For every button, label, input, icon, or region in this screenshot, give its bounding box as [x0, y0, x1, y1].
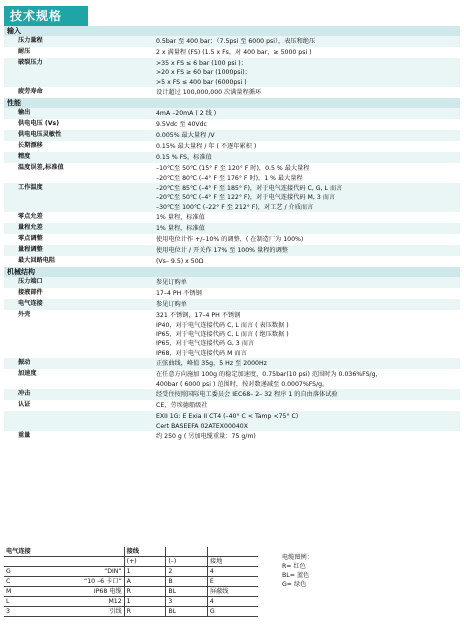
wiring-row	[4, 567, 258, 577]
spec-value-line: CE，劳埃德船级社	[156, 402, 208, 410]
wiring-cell: G	[4, 567, 71, 577]
wiring-cell: BL	[166, 587, 208, 597]
wiring-cell	[4, 557, 71, 567]
wiring-cell: G	[207, 607, 258, 617]
spec-value	[154, 400, 460, 411]
spec-label: 加速度	[18, 370, 37, 378]
spec-value	[154, 389, 460, 400]
spec-label: 长期漂移	[18, 142, 43, 150]
wiring-cell: “DIN”	[71, 567, 124, 577]
wiring-cell: 接线	[124, 547, 166, 557]
spec-label: 零点允差	[18, 213, 43, 221]
spec-value	[154, 163, 460, 183]
wiring-row	[4, 607, 258, 617]
spec-value-line: 使用电位计作 +/–10% 的调整，( 在制造厂为 100%)	[156, 236, 304, 244]
cable-legend	[282, 553, 313, 589]
spec-value-line: 参见订购单	[156, 279, 187, 287]
wiring-cell: (+)	[124, 557, 166, 567]
wiring-cell: E	[207, 577, 258, 587]
spec-row	[4, 431, 460, 442]
spec-value-line: IP65，对于电气连接代码 G, 3 而言	[156, 340, 255, 348]
spec-value-line: IP68，对于电气连接代码 M 而言	[156, 349, 247, 357]
spec-value-line: IP65，对于电气连接代码 C, L 而言 ( 绝压数据 )	[156, 331, 289, 339]
legend-item: G= 绿色	[282, 581, 307, 588]
spec-label: 压力量程	[18, 37, 43, 44]
wiring-row	[4, 587, 258, 597]
wiring-cell: R	[124, 607, 166, 617]
spec-label: 温度误差,标准值	[18, 164, 64, 172]
spec-value-line: –10℃至 50℃ (15° F 至 120° F 时)，0.5 % 最大量程	[156, 165, 310, 173]
wiring-cell: R	[124, 587, 166, 597]
spec-value-line: –30℃至 100℃ (–22° F 至 212° F)，对工艺 / 介质而言	[156, 203, 314, 211]
spec-row	[4, 58, 460, 87]
spec-row	[4, 163, 460, 183]
spec-label: 零点调整	[18, 235, 43, 243]
spec-label: 工作温度	[18, 184, 43, 192]
spec-row	[4, 310, 460, 358]
wiring-cell: 4	[207, 567, 258, 577]
wiring-cell: (–)	[166, 557, 208, 567]
spec-label: 认证	[18, 401, 31, 409]
spec-value	[154, 288, 460, 299]
wiring-cell: B	[166, 577, 208, 587]
wiring-cell: 屏蔽线	[207, 587, 258, 597]
spec-value	[154, 87, 460, 98]
spec-value	[154, 183, 460, 212]
spec-row	[4, 183, 460, 212]
wiring-cell	[71, 547, 124, 557]
wiring-cell: “10 –6 卡口”	[71, 577, 124, 587]
wiring-cell	[207, 547, 258, 557]
spec-row	[4, 411, 460, 431]
section-header: 输入	[4, 26, 460, 36]
spec-row	[4, 389, 460, 400]
spec-label	[4, 411, 154, 431]
wiring-cell	[71, 557, 124, 567]
spec-value-line: (Vs– 9.5) x 50Ω	[156, 258, 204, 266]
page-title: 技术规格	[4, 6, 88, 26]
spec-value-line: >35 x FS ≤ 6 bar (100 psi )；	[156, 60, 247, 67]
spec-value	[154, 411, 460, 431]
spec-label: 电气连接	[18, 300, 43, 308]
spec-value-line: Cert BASEEFA 02ATEX00040X	[156, 422, 248, 430]
spec-value	[154, 256, 460, 267]
spec-row	[4, 369, 460, 389]
spec-row	[4, 119, 460, 130]
spec-value	[154, 369, 460, 389]
wiring-cell: 3	[166, 597, 208, 607]
spec-row	[4, 245, 460, 256]
spec-value	[154, 152, 460, 163]
spec-value	[154, 119, 460, 130]
spec-value	[154, 431, 460, 442]
spec-value-line: –20℃至 85℃ (–4° F 至 185° F)，对于电气连接代码 C, G, L 而言	[156, 185, 343, 193]
spec-value-line: 2 x 满量程 (FS) (1.5 x Fs，对 400 bar，≥ 5000 psi )	[156, 49, 312, 56]
spec-row	[4, 152, 460, 163]
spec-value-line: 设计超过 100,000,000 次满量程循环	[156, 89, 262, 97]
spec-value	[154, 223, 460, 234]
spec-label: 压力端口	[18, 278, 43, 286]
wiring-cell: 3	[4, 607, 71, 617]
legend-item: R= 红色	[282, 563, 306, 570]
spec-value-line: 321 不锈钢，17–4 PH 不锈钢	[156, 312, 241, 320]
spec-label: 冲击	[18, 390, 31, 398]
spec-value	[154, 130, 460, 141]
spec-label: 量程调整	[18, 246, 43, 254]
spec-row	[4, 299, 460, 310]
spec-value-line: 0.15% 最大量程 / 年 ( 不逐年累积 )	[156, 143, 257, 151]
wiring-cell: A	[124, 577, 166, 587]
spec-row	[4, 288, 460, 299]
spec-label: 重量	[18, 431, 31, 439]
spec-value	[154, 245, 460, 256]
spec-value	[154, 36, 460, 47]
spec-value-line: EXII 1G: E Exia II CT4 (–40° C < Tamp <75° C)	[156, 413, 299, 421]
wiring-cell: 2	[166, 567, 208, 577]
spec-value	[154, 212, 460, 223]
wiring-cell	[166, 547, 208, 557]
spec-value-line: –20℃至 80℃ (–4° F 至 176° F 时)，1 % 最大量程	[156, 174, 303, 182]
spec-row	[4, 256, 460, 267]
spec-value	[154, 299, 460, 310]
spec-row	[4, 130, 460, 141]
spec-value-line: IP40，对于电气连接代码 C, L 而言 ( 表压数据 )	[156, 321, 289, 329]
spec-label: 接液部件	[18, 289, 43, 297]
spec-value	[154, 277, 460, 288]
spec-value	[154, 47, 460, 58]
wiring-cell: M12	[71, 597, 124, 607]
spec-row	[4, 277, 460, 288]
spec-row	[4, 36, 460, 47]
wiring-row	[4, 597, 258, 607]
spec-value-line: 17–4 PH 不锈钢	[156, 290, 202, 298]
wiring-table	[4, 547, 258, 617]
spec-value-line: 1% 量程，标准值	[156, 214, 205, 222]
spec-value-line: 0.15 % FS，标准值	[156, 154, 212, 162]
wiring-cell: 引线	[71, 607, 124, 617]
spec-row	[4, 212, 460, 223]
spec-row	[4, 87, 460, 98]
wiring-row	[4, 577, 258, 587]
spec-value-line: 参见订购单	[156, 301, 187, 309]
spec-value	[154, 108, 460, 119]
spec-value-line: 经受住按照国际电工委员会 IEC68– 2– 32 程序 1 的自由落体试验	[156, 391, 338, 399]
spec-label: 精度	[18, 153, 31, 161]
spec-value-line: 400bar ( 6000 psi ) 范围时，按对数递减至 0.0007%FS/g。	[156, 380, 329, 388]
spec-label: 最大回路电阻	[18, 257, 56, 265]
spec-label: 外壳	[18, 311, 31, 319]
spec-label: 量程允差	[18, 224, 43, 232]
spec-row	[4, 223, 460, 234]
spec-table	[4, 26, 460, 442]
spec-row	[4, 234, 460, 245]
legend-title: 电缆图例：	[282, 554, 313, 561]
wiring-row	[4, 557, 258, 567]
section-header: 性能	[4, 98, 460, 108]
spec-value	[154, 234, 460, 245]
spec-value	[154, 310, 460, 358]
section-header: 机械结构	[4, 267, 460, 277]
spec-label: 供电电压 (Vs)	[18, 120, 60, 128]
spec-label: 振动	[18, 359, 31, 367]
spec-row	[4, 47, 460, 58]
wiring-cell: 电气连接	[4, 547, 71, 557]
spec-value-line: 4mA –20mA ( 2 线 )	[156, 110, 217, 118]
spec-row	[4, 141, 460, 152]
spec-value-line: 0.5bar 至 400 bar；（7.5psi 至 6000 psi），表压和绝压	[156, 38, 316, 45]
wiring-cell: L	[4, 597, 71, 607]
spec-row	[4, 358, 460, 369]
spec-value-line: >5 x FS ≤ 400 bar (6000psi )	[156, 78, 247, 86]
wiring-cell: C	[4, 577, 71, 587]
wiring-cell: 接地	[207, 557, 258, 567]
spec-value-line: 1% 量程，标准值	[156, 225, 205, 233]
spec-value-line: 使用电位计 / 开关作 17% 至 100% 量程的调整	[156, 247, 288, 255]
spec-value-line: 正弦曲线，峰值 35g，5 Hz 至 2000Hz	[156, 360, 267, 368]
wiring-cell: 1	[124, 597, 166, 607]
spec-value-line: 在任意方向施加 100g 的稳定加速度，0.75bar(10 psi) 范围时为 0.036%FS/g，	[156, 371, 382, 379]
wiring-cell: 1	[124, 567, 166, 577]
spec-value-line: 约 250 g ( 另加电缆重量：75 g/m)	[156, 432, 256, 440]
wiring-cell: BL	[166, 607, 208, 617]
spec-value	[154, 358, 460, 369]
spec-label: 耐压	[18, 48, 31, 55]
spec-row	[4, 400, 460, 411]
spec-value	[154, 141, 460, 152]
spec-row	[4, 108, 460, 119]
spec-label: 输出	[18, 109, 31, 117]
wiring-table-wrap	[4, 547, 258, 617]
wiring-cell: 4	[207, 597, 258, 607]
spec-value-line: >20 x FS ≥ 60 bar (1000psi)；	[156, 69, 251, 77]
spec-value-line: 0.005% 最大量程 /V	[156, 132, 215, 140]
spec-value-line: –20℃至 50℃ (–4° F 至 122° F)，对于电气连接代码 M, 3 而言	[156, 194, 336, 202]
wiring-cell: M	[4, 587, 71, 597]
spec-value	[154, 58, 460, 87]
wiring-cell: IP68 电缆	[71, 587, 124, 597]
spec-label: 破裂压力	[18, 59, 43, 66]
spec-label: 供电电压灵敏性	[18, 131, 62, 139]
spec-label: 疲劳寿命	[18, 88, 43, 96]
legend-item: BL= 蓝色	[282, 572, 310, 579]
spec-value-line: 9.5Vdc 至 40Vdc	[156, 121, 207, 129]
wiring-row	[4, 547, 258, 557]
